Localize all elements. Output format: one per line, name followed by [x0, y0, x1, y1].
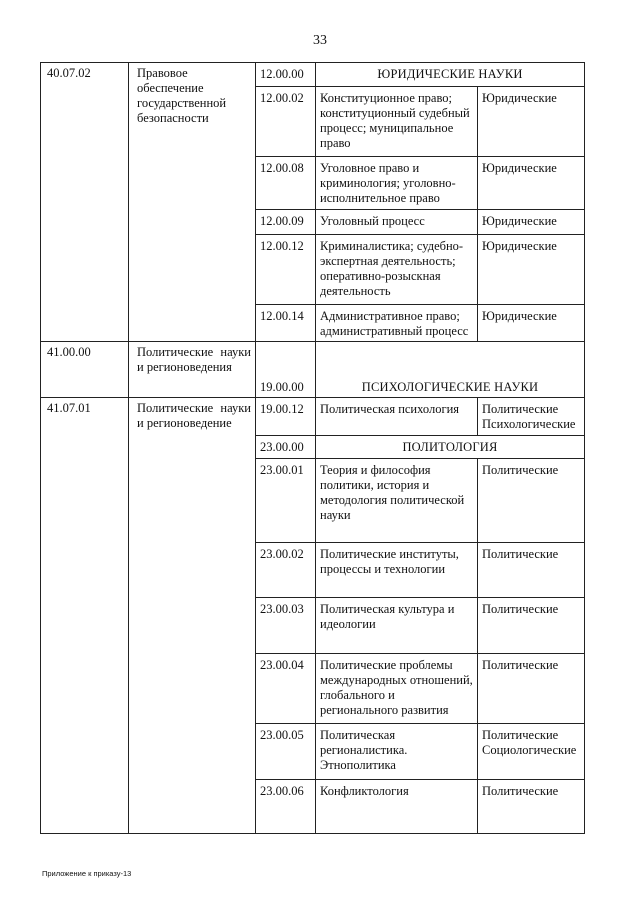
specialty-code: 12.00.12	[256, 235, 316, 305]
specialty-code: 23.00.04	[256, 654, 316, 724]
specialty-code: 23.00.01	[256, 459, 316, 543]
specialty-code: 23.00.02	[256, 543, 316, 598]
specialty-name: Политическая культура и идеологии	[316, 598, 478, 654]
science-branch-line: Психологические	[482, 417, 576, 431]
table-row	[41, 63, 585, 87]
group-title: ЮРИДИЧЕСКИЕ НАУКИ	[316, 63, 585, 87]
direction-code: 40.07.02	[41, 63, 129, 342]
direction-name: Правовое обеспечение государственной безопасности	[129, 63, 256, 342]
footer-note: Приложение к приказу-13	[42, 869, 132, 878]
science-branch: Юридические	[478, 305, 585, 342]
specialty-name: Теория и философия политики, история и методология политической науки	[316, 459, 478, 543]
group-code: 12.00.00	[256, 63, 316, 87]
specialty-code: 23.00.05	[256, 724, 316, 780]
science-branch: Политические	[478, 780, 585, 834]
science-branch: Юридические	[478, 235, 585, 305]
specialty-code: 12.00.14	[256, 305, 316, 342]
science-branch	[478, 398, 585, 436]
science-branch: Юридические	[478, 157, 585, 210]
science-branch: Политические	[478, 654, 585, 724]
group-code: 23.00.00	[256, 436, 316, 459]
specialty-name: Конфликтология	[316, 780, 478, 834]
direction-name: Политические науки и регионоведение	[129, 398, 256, 834]
specialty-name: Уголовный процесс	[316, 210, 478, 235]
table-row	[41, 342, 585, 398]
science-branch-line: Социологические	[482, 743, 577, 757]
specialty-code: 23.00.03	[256, 598, 316, 654]
direction-code: 41.00.00	[41, 342, 129, 398]
page-number: 33	[313, 33, 327, 48]
science-branch-line: Политические	[482, 402, 559, 416]
science-branch: Юридические	[478, 210, 585, 235]
direction-code: 41.07.01	[41, 398, 129, 834]
specialty-name: Конституционное право; конституционный судебный процесс; муниципальное право	[316, 87, 478, 157]
specialty-code: 12.00.09	[256, 210, 316, 235]
science-branch: Юридические	[478, 87, 585, 157]
specialty-name: Уголовное право и криминология; уголовно-исполнительное право	[316, 157, 478, 210]
specialty-name: Политическая психология	[316, 398, 478, 436]
specialty-name: Политические проблемы международных отношений, глобального и регионального развития	[316, 654, 478, 724]
specialty-name: Политические институты, процессы и технологии	[316, 543, 478, 598]
group-title: ПСИХОЛОГИЧЕСКИЕ НАУКИ	[316, 342, 585, 398]
science-branch	[478, 724, 585, 780]
specialty-name: Политическая регионалистика. Этнополитика	[316, 724, 478, 780]
science-branch: Политические	[478, 543, 585, 598]
specialty-code: 12.00.08	[256, 157, 316, 210]
science-branch-line: Политические	[482, 728, 559, 742]
group-title: ПОЛИТОЛОГИЯ	[316, 436, 585, 459]
specialties-table	[40, 62, 585, 834]
specialty-code: 12.00.02	[256, 87, 316, 157]
science-branch: Политические	[478, 459, 585, 543]
specialty-code: 23.00.06	[256, 780, 316, 834]
specialty-name: Криминалистика; судебно-экспертная деятельность; оперативно-розыскная деятельность	[316, 235, 478, 305]
table-row	[41, 398, 585, 436]
science-branch: Политические	[478, 598, 585, 654]
specialty-code: 19.00.12	[256, 398, 316, 436]
specialty-name: Административное право; административный процесс	[316, 305, 478, 342]
group-code: 19.00.00	[256, 342, 316, 398]
direction-name: Политические науки и регионоведения	[129, 342, 256, 398]
